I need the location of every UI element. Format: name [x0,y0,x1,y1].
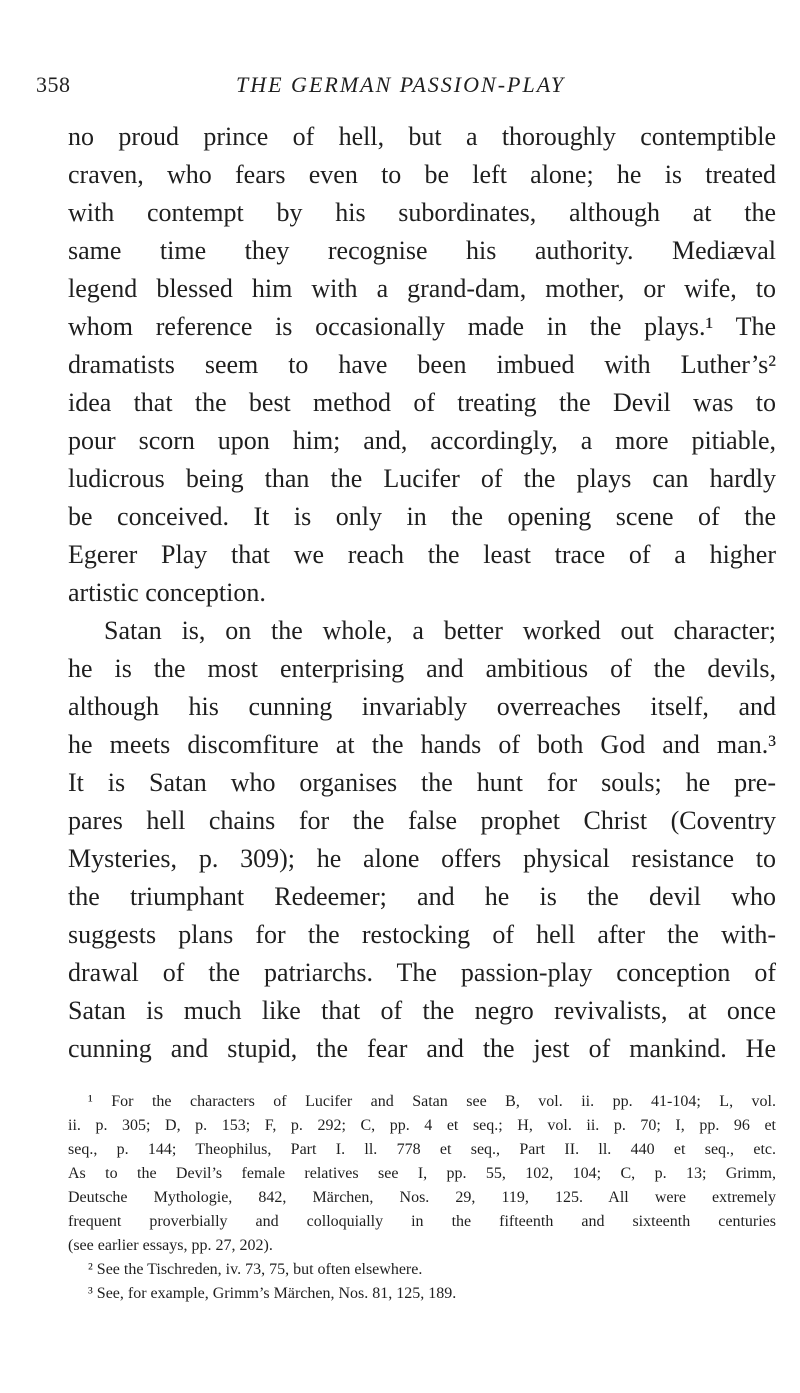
text-line: with contempt by his subordinates, although at the [68,198,776,227]
text-line: legend blessed him with a grand-dam, mother, or wife, to [68,274,776,303]
footnote-line: (see earlier essays, pp. 27, 202). [68,1237,273,1254]
footnote-line: ³ See, for example, Grimm’s Märchen, Nos. 81, 125, 189. [88,1285,457,1302]
text-line: cunning and stupid, the fear and the jest of mankind. He [68,1034,776,1063]
text-line: drawal of the patriarchs. The passion-play conception of [68,958,776,987]
running-title: THE GERMAN PASSION-PLAY [236,72,566,97]
footnote-line: ii. p. 305; D, p. 153; F, p. 292; C, pp. 4 et seq.; H, vol. ii. p. 70; I, pp. 96 et [68,1117,776,1134]
text-line: Satan is, on the whole, a better worked out character; [104,616,776,645]
text-line: be conceived. It is only in the opening scene of the [68,502,776,531]
text-line: craven, who fears even to be left alone; he is treated [68,160,776,189]
footnote-line: As to the Devil’s female relatives see I, pp. 55, 102, 104; C, p. 13; Grimm, [68,1165,776,1182]
text-line: It is Satan who organises the hunt for souls; he pre- [68,768,776,797]
footnotes [68,1090,776,1306]
footnote-line: seq., p. 144; Theophilus, Part I. ll. 778 et seq., Part II. ll. 440 et seq., etc. [68,1141,776,1158]
text-line: Satan is much like that of the negro revivalists, at once [68,996,776,1025]
text-line: whom reference is occasionally made in the plays.¹ The [68,312,776,341]
text-line: the triumphant Redeemer; and he is the devil who [68,882,776,911]
footnote-line: frequent proverbially and colloquially in the fifteenth and sixteenth centuries [68,1213,776,1230]
text-line: no proud prince of hell, but a thoroughly contemptible [68,122,776,151]
text-line: pares hell chains for the false prophet Christ (Coventry [68,806,776,835]
body-text [68,118,776,1068]
footnote-line: Deutsche Mythologie, 842, Märchen, Nos. 29, 119, 125. All were extremely [68,1189,776,1206]
running-head [36,72,764,112]
text-line: Egerer Play that we reach the least trace of a higher [68,540,776,569]
page-number: 358 [36,72,71,97]
text-line: artistic conception. [68,578,266,607]
text-line: he is the most enterprising and ambitious of the devils, [68,654,776,683]
text-line: idea that the best method of treating the Devil was to [68,388,776,417]
text-line: same time they recognise his authority. Mediæval [68,236,776,265]
text-line: Mysteries, p. 309); he alone offers physical resistance to [68,844,776,873]
text-line: although his cunning invariably overreaches itself, and [68,692,776,721]
text-line: ludicrous being than the Lucifer of the plays can hardly [68,464,776,493]
text-line: suggests plans for the restocking of hell after the with- [68,920,776,949]
footnote-line: ² See the Tischreden, iv. 73, 75, but often elsewhere. [88,1261,423,1278]
text-line: pour scorn upon him; and, accordingly, a more pitiable, [68,426,776,455]
text-line: he meets discomfiture at the hands of both God and man.³ [68,730,776,759]
text-line: dramatists seem to have been imbued with Luther’s² [68,350,776,379]
footnote-line: ¹ For the characters of Lucifer and Satan see B, vol. ii. pp. 41-104; L, vol. [88,1093,776,1110]
